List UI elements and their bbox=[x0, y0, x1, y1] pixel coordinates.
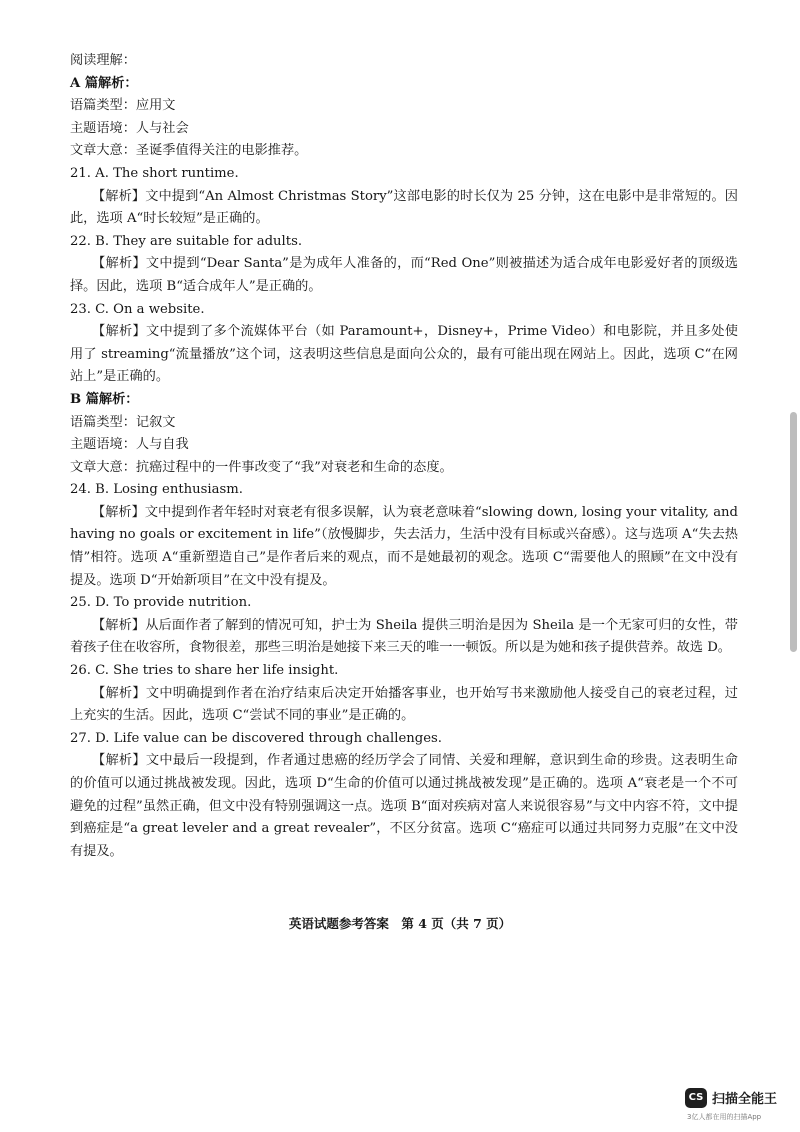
camscanner-logo-icon: CS bbox=[685, 1088, 707, 1108]
q23-analysis: 【解析】文中提到了多个流媒体平台（如 Paramount+，Disney+，Prime Video）和电影院，并且多处使用了 streaming“流量播放”这个词，这表明这些信息是面向公众的，最有可能出现在网站上。因此，选项 C“在网站上”是正确的。 bbox=[70, 324, 738, 385]
q26-answer: 26. C. She tries to share her life insight. bbox=[70, 663, 339, 679]
q25-analysis: 【解析】从后面作者了解到的情况可知，护士为 Sheila 提供三明治是因为 Sheila 是一个无家可归的女性，带着孩子住在收容所，食物很差，那些三明治是她接下来三天的唯一一顿饭。所以是为她和孩子提供营养。故选 D。 bbox=[70, 617, 738, 656]
scanner-watermark bbox=[685, 1086, 795, 1126]
q22-analysis: 【解析】文中提到“Dear Santa”是为成年人准备的，而“Red One”则被描述为适合成年电影爱好者的顶级选择。因此，选项 B“适合成年人”是正确的。 bbox=[70, 256, 738, 294]
q25-answer: 25. D. To provide nutrition. bbox=[70, 595, 252, 611]
passage-b-heading: B 篇解析： bbox=[70, 391, 139, 407]
q22-answer: 22. B. They are suitable for adults. bbox=[70, 233, 303, 249]
page-footer: 英语试题参考答案 第 4 页（共 7 页） bbox=[288, 916, 512, 931]
q21-answer: 21. A. The short runtime. bbox=[70, 165, 239, 181]
watermark-app-name: 扫描全能王 bbox=[712, 1092, 778, 1107]
passage-a-theme: 主题语境：人与社会 bbox=[70, 120, 189, 136]
passage-b-genre: 语篇类型：记叙文 bbox=[70, 414, 176, 430]
q23-answer: 23. C. On a website. bbox=[70, 301, 205, 317]
answer-key-content bbox=[70, 50, 738, 863]
passage-b-theme: 主题语境：人与自我 bbox=[70, 437, 189, 453]
q26-analysis: 【解析】文中明确提到作者在治疗结束后决定开始播客事业，也开始写书来激励他人接受自己的衰老过程，过上充实的生活。因此，选项 C“尝试不同的事业”是正确的。 bbox=[70, 685, 738, 724]
q24-analysis: 【解析】文中提到作者年轻时对衰老有很多误解，认为衰老意味着“slowing down, losing your vitality, and having no goals or excitement in life”（放慢脚步，失去活力，生活中没有目标或兴奋感）。这与选项 A“失去热情”相符。选项 A“重新塑造自己”是作者后来的观点，而不是她最初的观念。选项 C“需要他人的照顾”在文中没有提及。选项 D“开始新项目”在文中没有提及。 bbox=[70, 504, 738, 588]
section-title: 阅读理解： bbox=[70, 53, 136, 68]
q24-answer: 24. B. Losing enthusiasm. bbox=[70, 482, 243, 498]
passage-a-genre: 语篇类型：应用文 bbox=[70, 98, 176, 114]
q27-analysis: 【解析】文中最后一段提到，作者通过患癌的经历学会了同情、关爱和理解，意识到生命的珍贵。这表明生命的价值可以通过挑战被发现。因此，选项 D“生命的价值可以通过挑战被发现”是正确的。选项 A“衰老是一个不可避免的过程”虽然正确，但文中没有特别强调这一点。选项 B“面对疾病对富人来说很容易”与文中内容不符，文中提到癌症是“a great leveler and a great revealer”，不区分贫富。选项 C“癌症可以通过共同努力克服”在文中没有提及。 bbox=[70, 753, 738, 859]
q27-answer: 27. D. Life value can be discovered through challenges. bbox=[70, 730, 442, 746]
passage-a-summary: 文章大意：圣诞季值得关注的电影推荐。 bbox=[70, 143, 308, 159]
q21-analysis: 【解析】文中提到“An Almost Christmas Story”这部电影的时长仅为 25 分钟，这在电影中是非常短的。因此，选项 A“时长较短”是正确的。 bbox=[70, 188, 738, 227]
passage-b-summary: 文章大意：抗癌过程中的一件事改变了“我”对衰老和生命的态度。 bbox=[70, 459, 453, 475]
watermark-tagline: 3亿人都在用的扫描App bbox=[687, 1113, 762, 1121]
passage-a-heading: A 篇解析： bbox=[70, 75, 138, 91]
scrollbar-thumb[interactable] bbox=[790, 412, 797, 652]
